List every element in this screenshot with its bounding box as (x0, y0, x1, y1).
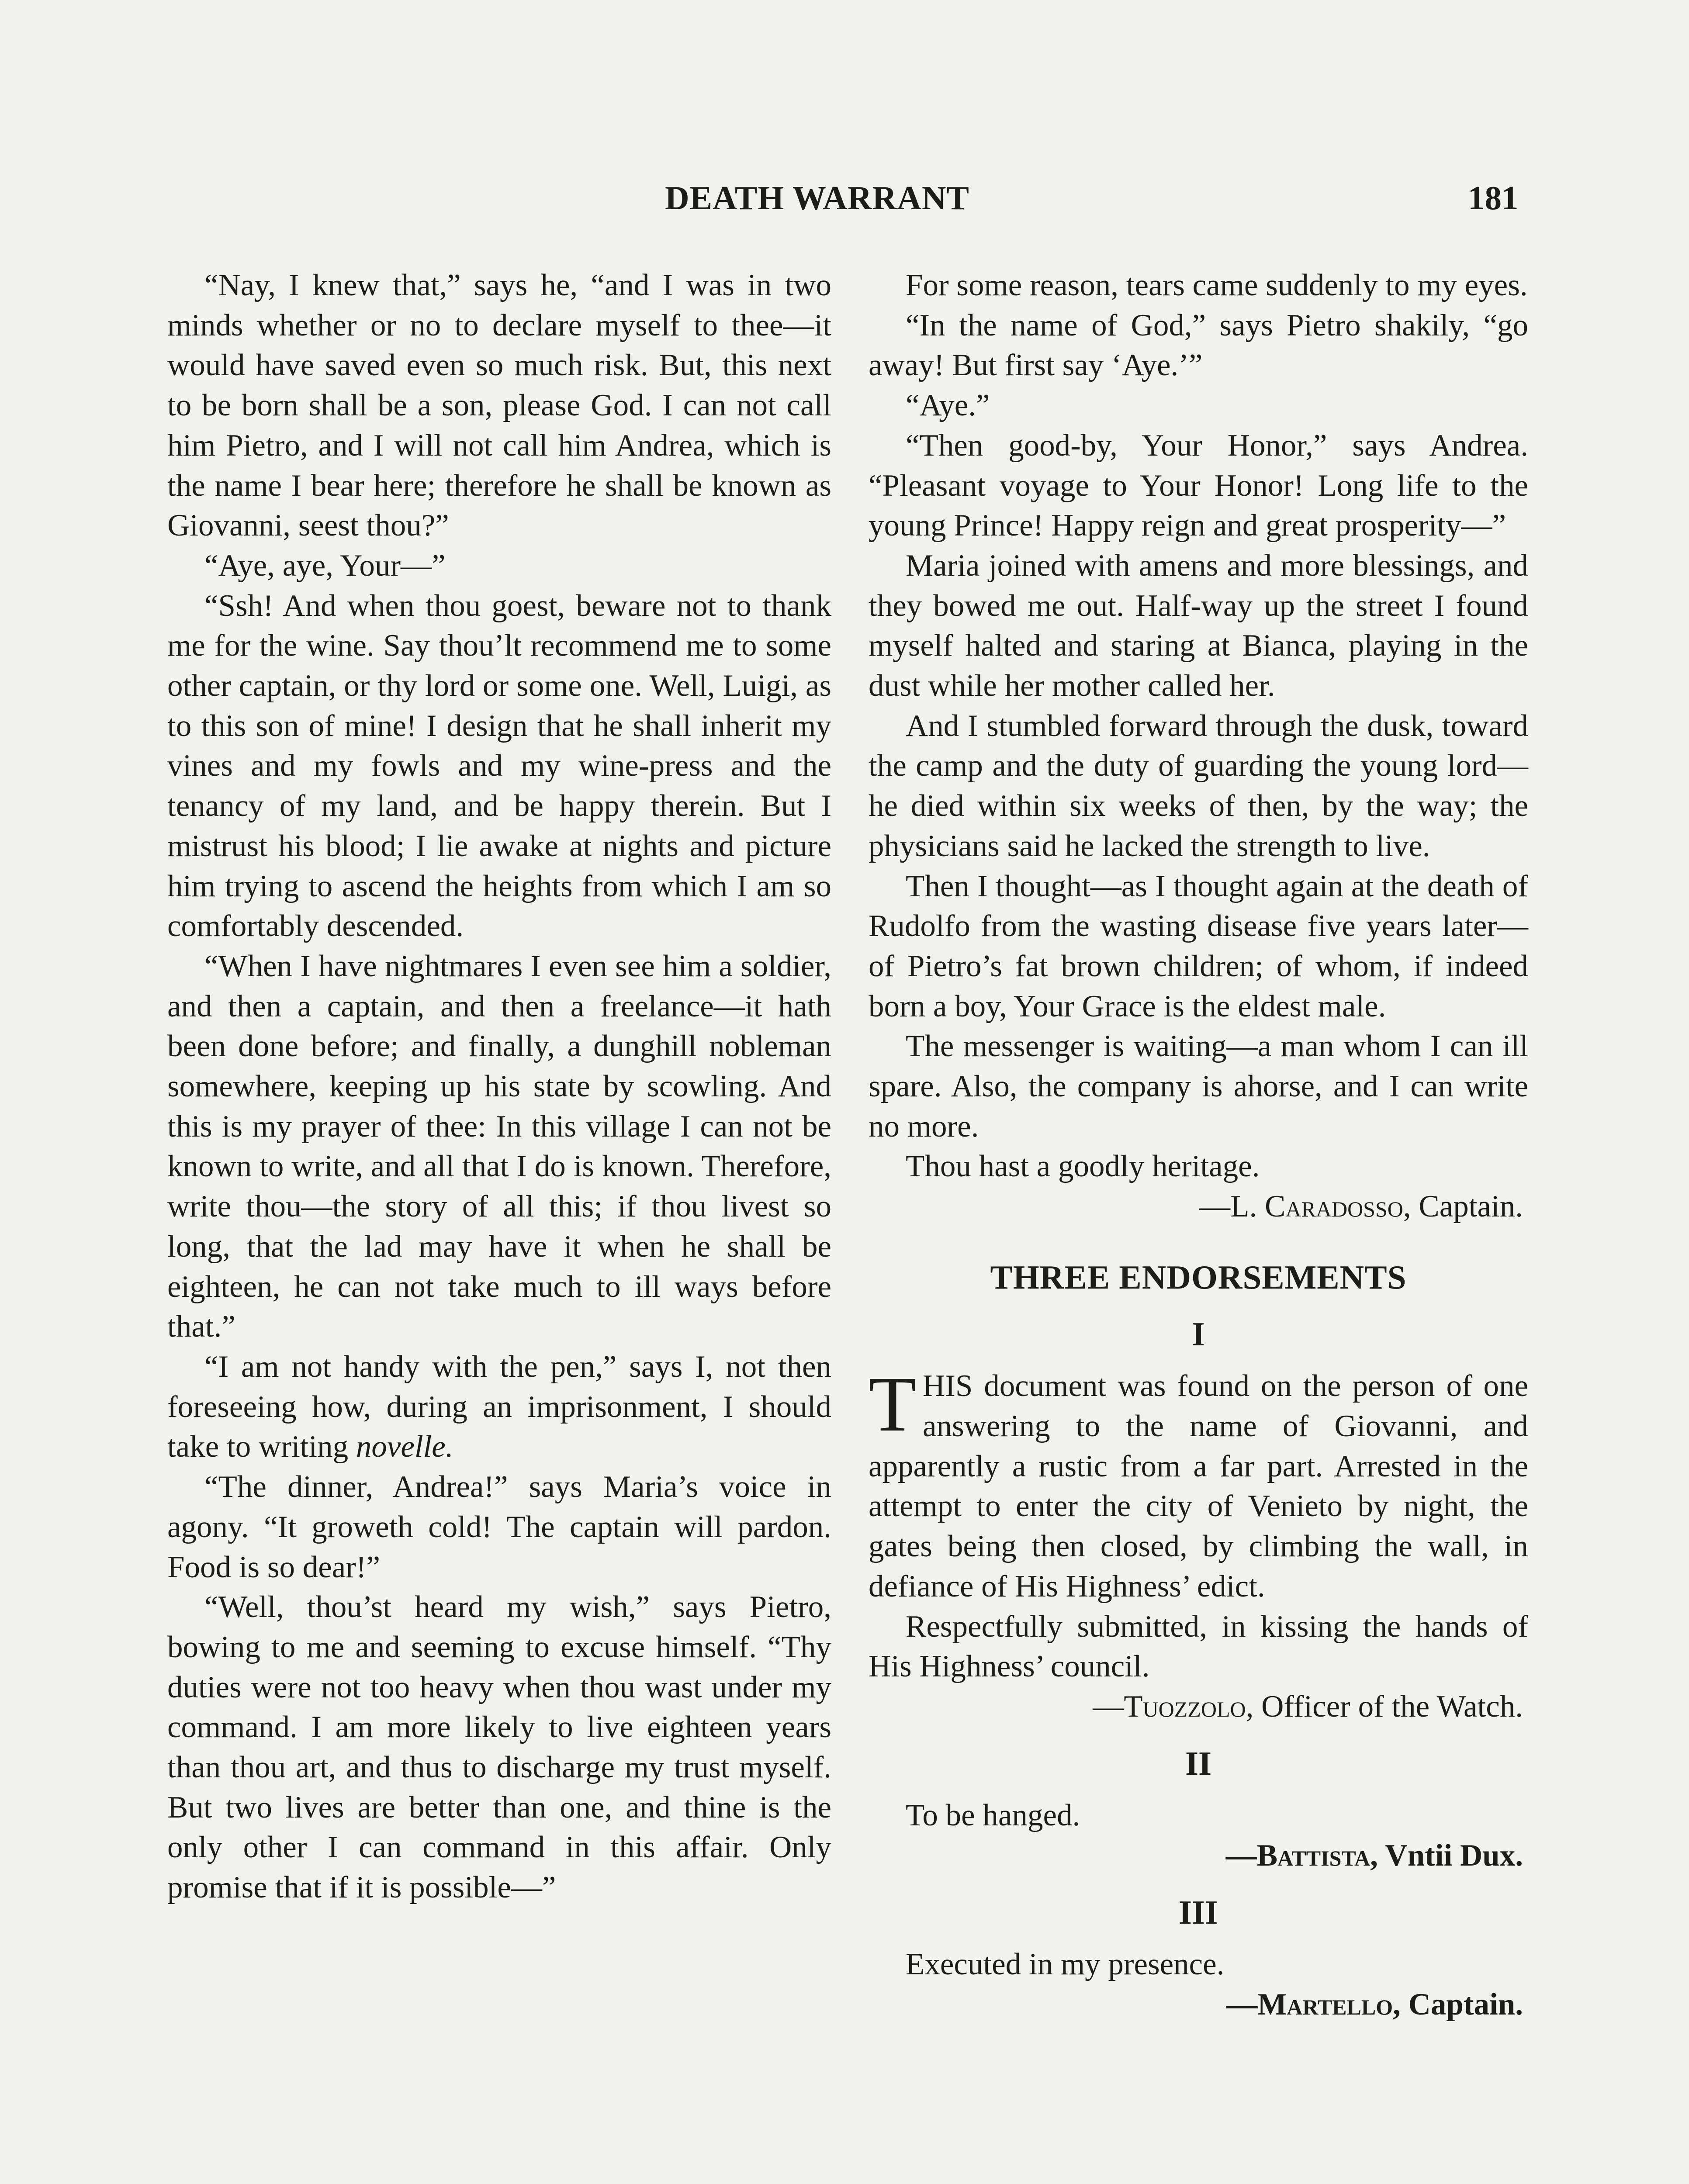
paragraph: And I stumbled forward through the dusk, toward the camp and the duty of guarding the young lord—he died within six weeks of then, by the way; the physicians said he lacked the strength to live. (869, 708, 1528, 863)
right-column (869, 266, 1528, 2025)
signature-tuozzolo: —Tuozzolo, Officer of the Watch. (1093, 1689, 1523, 1724)
running-title: DEATH WARRANT (665, 179, 969, 217)
page-number: 181 (1468, 179, 1519, 217)
paragraph: “Well, thou’st heard my wish,” says Pietro, bowing to me and seeming to excuse himself. “Thy duties were not too heavy when thou wast under my command. I am more likely to live eighteen years than thou art, and thus to discharge my trust myself. But two lives are better than one, and thine is the only other I can command in this affair. Only promise that if it is possible—” (167, 1590, 831, 1905)
paragraph: “Then good-by, Your Honor,” says Andrea. “Pleasant voyage to Your Honor! Long life to the young Prince! Happy reign and great prosperity—” (869, 428, 1528, 543)
paragraph: “The dinner, Andrea!” says Maria’s voice in agony. “It groweth cold! The captain will pardon. Food is so dear!” (167, 1470, 831, 1584)
signature-name: Martello (1257, 1987, 1393, 2022)
signature-battista: —Battista, Vntii Dux. (1225, 1838, 1523, 1873)
endorsement-numeral: II (1185, 1744, 1211, 1782)
paragraph: “Ssh! And when thou goest, beware not to thank me for the wine. Say thou’lt recommend me to some other captain, or thy lord or some one. Well, Luigi, as to this son of mine! I design that he shall inherit my vines and my fowls and my wine-press and the tenancy of my land, and be happy therein. But I mistrust his blood; I lie awake at nights and picture him trying to ascend the heights from which I am so comfortably descended. (167, 588, 831, 943)
signature-name: L. Caradosso (1230, 1189, 1403, 1224)
signature-name: Battista (1256, 1838, 1371, 1873)
left-column (167, 266, 831, 1908)
signature-martello: —Martello, Captain. (1226, 1987, 1523, 2022)
endorsement-paragraph: THIS document was found on the person of one answering to the name of Giovanni, and apparently a rustic from a far part. Arrested in the attempt to enter the city of Venieto by night, the gates being then closed, by climbing the wall, in defiance of His Highness’ edict. (869, 1361, 1528, 1603)
endorsement-numeral: III (1179, 1893, 1218, 1931)
paragraph (167, 1347, 831, 1467)
page-header (0, 179, 1689, 227)
endorsement-paragraph: Executed in my presence. (906, 1947, 1225, 1982)
paragraph: Thou hast a goodly heritage. (906, 1149, 1260, 1184)
paragraph: The messenger is waiting—a man whom I can ill spare. Also, the company is ahorse, and I can write no more. (869, 1029, 1528, 1144)
endorsement-paragraph: Respectfully submitted, in kissing the hands of His Highness’ council. (869, 1609, 1528, 1684)
paragraph: Maria joined with amens and more blessings, and they bowed me out. Half-way up the street I found myself halted and staring at Bianca, playing in the dust while her mother called her. (869, 548, 1528, 703)
paragraph: Then I thought—as I thought again at the death of Rudolfo from the wasting disease five years later—of Pietro’s fat brown children; of whom, if indeed born a boy, Your Grace is the eldest male. (869, 869, 1528, 1023)
paragraph: “When I have nightmares I even see him a soldier, and then a captain, and then a freelance—it hath been done before; and finally, a dunghill nobleman somewhere, keeping up his state by scowling. And this is my prayer of thee: In this village I can not be known to write, and all that I do is known. Therefore, write thou—the story of all this; if thou livest so long, that the lad may have it when he shall be eighteen, he can not take much to ill ways before that.” (167, 949, 831, 1344)
signature-name: Tuozzolo (1124, 1689, 1246, 1724)
italic-word: novelle. (356, 1430, 453, 1464)
paragraph: “Aye, aye, Your—” (204, 548, 446, 583)
signature-caradosso: —L. Caradosso, Captain. (1199, 1189, 1523, 1224)
paragraph: For some reason, tears came suddenly to my eyes. (906, 268, 1528, 302)
paragraph: “In the name of God,” says Pietro shakily, “go away! But first say ‘Aye.’” (869, 308, 1528, 383)
endorsement-numeral: I (1192, 1315, 1205, 1353)
paragraph: “Nay, I knew that,” says he, “and I was in two minds whether or no to declare myself to thee—it would have saved even so much risk. But, this next to be born shall be a son, please God. I can not call him Pietro, and I will not call him Andrea, which is the name I bear here; therefore he shall be known as Giovanni, seest thou?” (167, 268, 831, 543)
drop-cap: T (869, 1361, 917, 1448)
paragraph: “Aye.” (906, 388, 990, 423)
section-title: THREE ENDORSEMENTS (990, 1258, 1407, 1296)
endorsement-paragraph: To be hanged. (906, 1798, 1080, 1833)
paragraph-text: “I am not handy with the pen,” says I, not then foreseeing how, during an imprisonment, I should take to writing (167, 1349, 831, 1464)
